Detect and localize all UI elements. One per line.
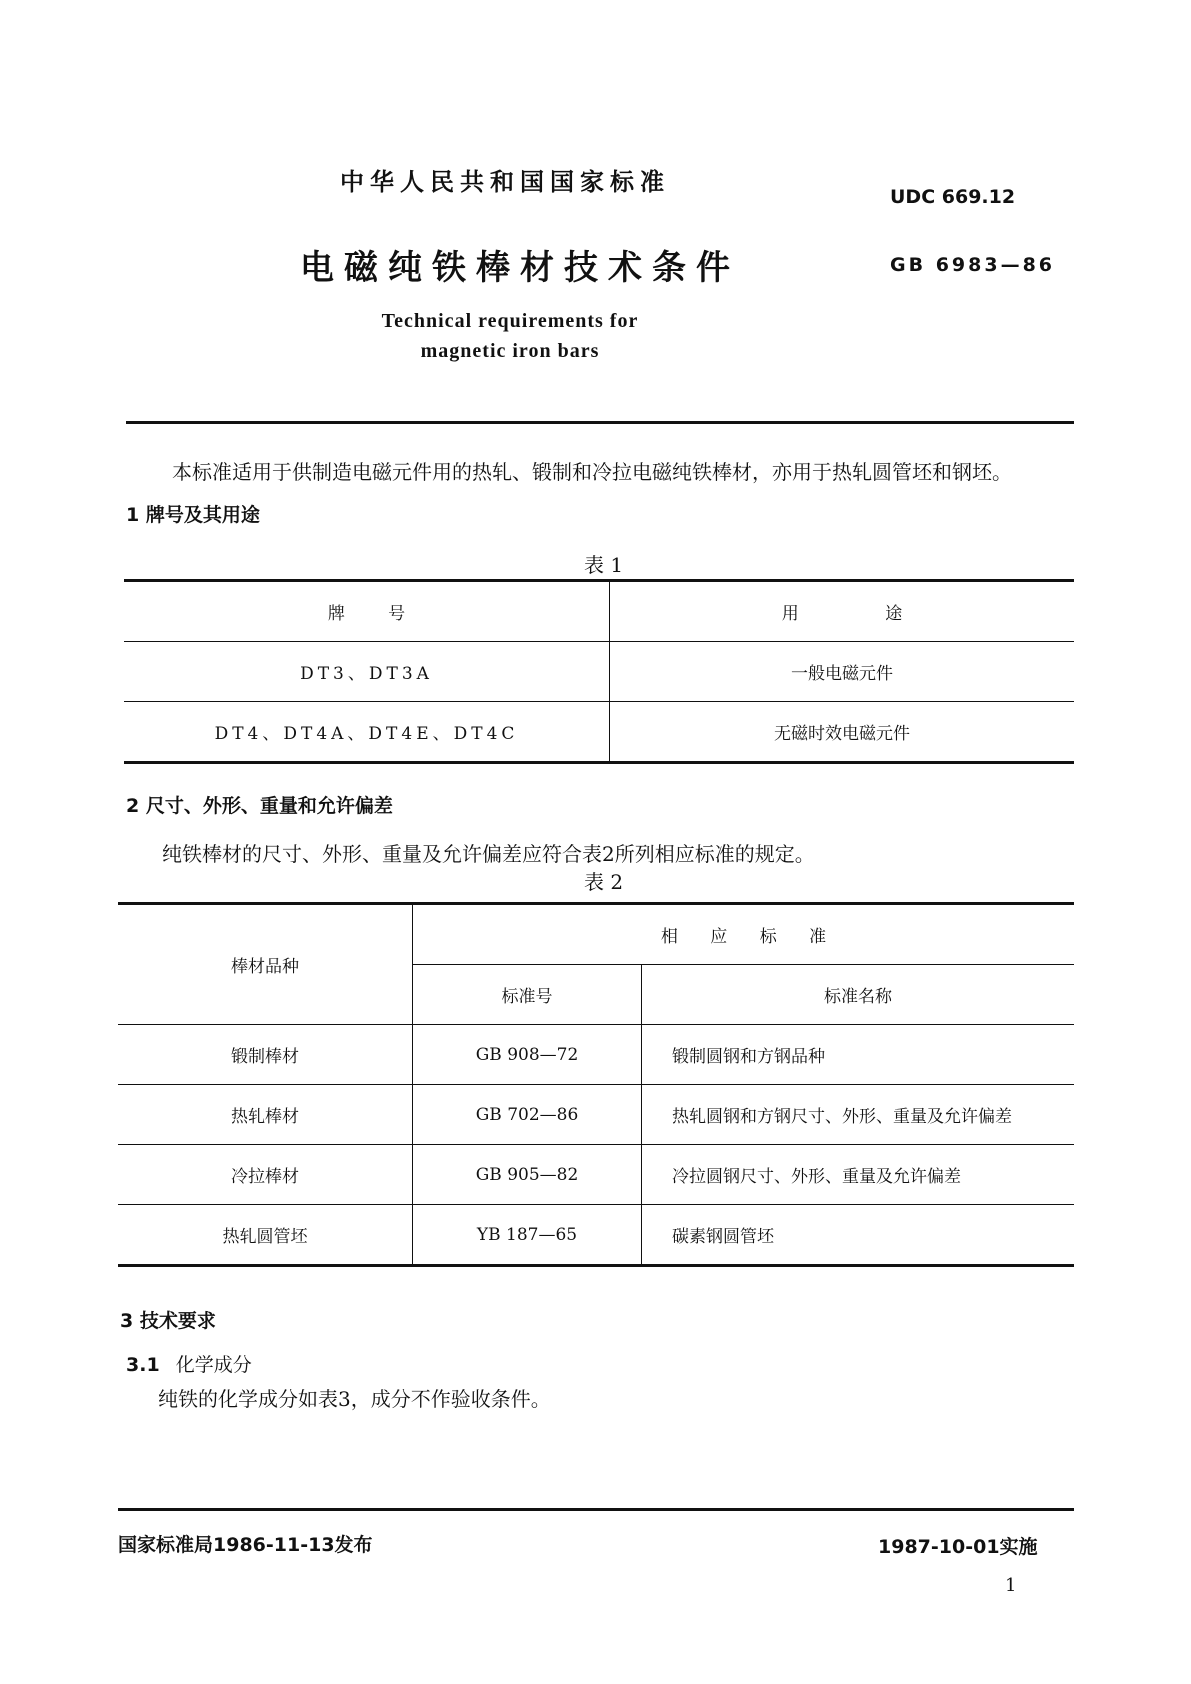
section-2-heading: 2 尺寸、外形、重量和允许偏差	[126, 795, 393, 817]
header-rule	[126, 421, 1074, 424]
table-2-header-std-no: 标准号	[413, 965, 642, 1025]
table-row	[124, 581, 1074, 642]
table-row	[118, 1025, 1074, 1085]
table-row	[118, 1205, 1074, 1266]
table-1	[124, 579, 1074, 764]
table-2-std-no-cell: YB 187—65	[413, 1205, 642, 1266]
table-2-std-name-cell: 热轧圆钢和方钢尺寸、外形、重量及允许偏差	[642, 1085, 1075, 1145]
section-2-text: 纯铁棒材的尺寸、外形、重量及允许偏差应符合表2所列相应标准的规定。	[162, 842, 815, 866]
table-2-std-no-cell: GB 905—82	[413, 1145, 642, 1205]
table-2-caption: 表 2	[584, 870, 624, 894]
table-2-std-name-cell: 冷拉圆钢尺寸、外形、重量及允许偏差	[642, 1145, 1075, 1205]
table-2-variety-cell: 冷拉棒材	[118, 1145, 413, 1205]
table-row	[118, 904, 1074, 965]
table-row	[124, 702, 1074, 763]
table-2-variety-cell: 热轧圆管坯	[118, 1205, 413, 1266]
section-3-heading: 3 技术要求	[120, 1310, 216, 1332]
table-1-caption: 表 1	[584, 553, 624, 577]
standard-number: GB 6983—86	[890, 254, 1056, 276]
table-1-grade-cell: DT4、DT4A、DT4E、DT4C	[124, 702, 610, 763]
scope-paragraph: 本标准适用于供制造电磁元件用的热轧、锻制和冷拉电磁纯铁棒材，亦用于热轧圆管坯和钢坯。	[172, 460, 1012, 484]
table-1-use-cell: 一般电磁元件	[610, 642, 1075, 702]
table-row	[124, 642, 1074, 702]
table-2	[118, 902, 1074, 1267]
subsection-number: 3.1	[126, 1354, 160, 1376]
table-1-use-cell: 无磁时效电磁元件	[774, 724, 910, 744]
udc-code: UDC 669.12	[890, 186, 1016, 208]
table-row	[118, 1085, 1074, 1145]
table-2-std-name-cell: 锻制圆钢和方钢品种	[642, 1025, 1075, 1085]
table-2-std-no-cell: GB 702—86	[413, 1085, 642, 1145]
table-2-header-group: 相 应 标 准	[413, 904, 1075, 965]
table-1-grade-cell: DT3、DT3A	[124, 642, 610, 702]
english-title-line1: Technical requirements for	[381, 310, 639, 332]
section-3-text: 纯铁的化学成分如表3，成分不作验收条件。	[158, 1387, 551, 1411]
document-title: 电磁纯铁棒材技术条件	[300, 248, 740, 288]
table-row	[118, 1145, 1074, 1205]
issue-date: 国家标准局1986-11-13发布	[118, 1534, 373, 1556]
effective-date: 1987-10-01实施	[878, 1536, 1038, 1558]
table-2-header-std-name: 标准名称	[642, 965, 1075, 1025]
table-2-std-name-cell: 碳素钢圆管坯	[672, 1227, 774, 1247]
table-2-header-variety: 棒材品种	[118, 904, 413, 1025]
table-1-header-grade: 牌 号	[124, 581, 610, 642]
subsection-3-1	[126, 1350, 252, 1377]
table-1-header-use: 用 途	[610, 581, 1075, 642]
english-title-line2: magnetic iron bars	[420, 340, 600, 362]
table-2-variety-cell: 热轧棒材	[118, 1085, 413, 1145]
section-1-heading: 1 牌号及其用途	[126, 504, 260, 526]
table-2-std-no-cell: GB 908—72	[413, 1025, 642, 1085]
subsection-title: 化学成分	[175, 1354, 252, 1376]
page-number: 1	[1005, 1575, 1017, 1596]
table-2-variety-cell: 锻制棒材	[118, 1025, 413, 1085]
footer-rule	[118, 1508, 1074, 1511]
national-standard-label: 中华人民共和国国家标准	[340, 168, 670, 196]
